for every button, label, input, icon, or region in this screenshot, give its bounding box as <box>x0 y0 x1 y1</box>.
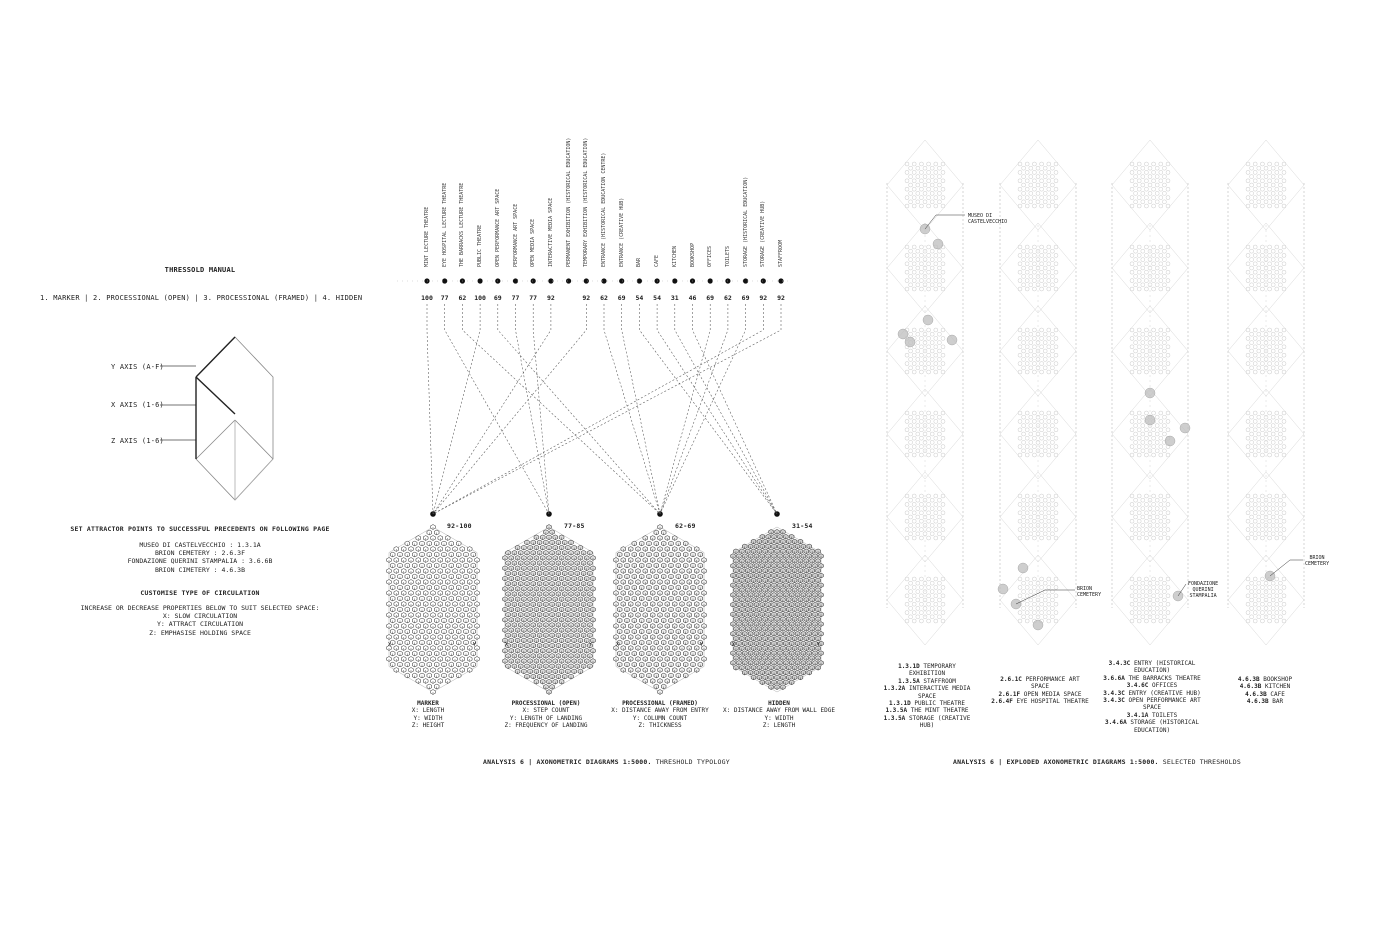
code-row <box>872 685 982 692</box>
space-label: TOILETS <box>724 245 731 267</box>
space-code: 4.6.3B <box>1246 698 1269 706</box>
space-label: STORAGE (HISTORICAL EDUCATION) <box>742 176 749 267</box>
code-row <box>872 693 982 700</box>
space-code: 3.4.3C <box>1103 689 1125 697</box>
space-name: OFFICES <box>1152 682 1178 690</box>
space-code: 3.4.6A <box>1105 719 1127 727</box>
space-score: 69 <box>493 294 502 302</box>
x-axis-label: X AXIS (1-6) <box>111 401 164 409</box>
attractor-point <box>905 337 915 347</box>
space-code: 2.6.1C <box>1000 676 1022 683</box>
space-code: 4.6.3B <box>1237 676 1260 683</box>
cube-axis-x: X <box>505 642 509 648</box>
circulation-title: CUSTOMISE TYPE OF CIRCULATION <box>140 589 260 597</box>
code-row <box>1096 719 1208 726</box>
space-label: OFFICES <box>707 245 714 267</box>
space-name: STORAGE (HISTORICAL <box>1130 719 1199 727</box>
space-score: 100 <box>474 294 486 302</box>
circulation-item: Y: ATTRACT CIRCULATION <box>156 620 244 629</box>
tower <box>887 140 963 645</box>
space-name: EDUCATION) <box>1133 667 1171 675</box>
typology-range: 31-54 <box>792 522 813 530</box>
space-code: 4.6.3B <box>1245 690 1267 698</box>
space-name: EYE HOSPITAL THEATRE <box>1016 698 1089 706</box>
attractor-point <box>1033 620 1043 630</box>
code-row <box>1096 682 1208 689</box>
space-label: MINT LECTURE THEATRE <box>424 206 430 267</box>
space-name: ENTRY (HISTORICAL <box>1133 660 1196 667</box>
space-code: 3.4.3C <box>1103 697 1125 705</box>
callout-brion-2 <box>1305 555 1329 567</box>
space-name: HUB) <box>919 722 935 730</box>
space-code: 3.4.6C <box>1126 682 1149 690</box>
cube-axis-x: X <box>388 642 392 648</box>
tower-code-list <box>1096 660 1208 734</box>
typology-param: Y: COLUMN COUNT <box>632 714 688 722</box>
space-code: 4.6.3B <box>1239 683 1262 691</box>
z-axis-label: Z AXIS (1-6) <box>111 437 164 445</box>
space-name: ENTRY (CREATIVE HUB) <box>1128 689 1201 697</box>
space-label: BOOKSHOP <box>689 242 696 267</box>
space-label: STORAGE (CREATIVE HUB) <box>760 200 767 267</box>
code-row <box>1215 691 1315 698</box>
space-code: 2.6.1F <box>998 690 1021 698</box>
callout-line: CASTELVECCHIO <box>968 219 1008 225</box>
space-score: 46 <box>688 294 697 302</box>
code-row <box>1215 676 1315 683</box>
space-name: PUBLIC THEATRE <box>914 700 965 708</box>
code-row <box>985 691 1095 698</box>
typology-param: Y: LENGTH OF LANDING <box>509 714 583 722</box>
space-name: SPACE <box>917 692 937 700</box>
code-row <box>1096 660 1208 667</box>
manual-title: THRESSOLD MANUAL <box>164 266 236 274</box>
space-label: INTERACTIVE MEDIA SPACE <box>547 197 554 267</box>
space-name: TOILETS <box>1152 711 1178 719</box>
code-row <box>872 670 982 677</box>
tower-level <box>887 140 963 230</box>
space-code: 3.4.3C <box>1108 660 1131 667</box>
circulation-item: X: SLOW CIRCULATION <box>162 612 238 621</box>
code-row <box>1096 697 1208 704</box>
cube-axis-x: X <box>732 642 736 648</box>
attractor-point <box>998 584 1008 594</box>
space-label: PERMANENT EXHIBITION (HISTORICAL EDUCATION) <box>565 137 572 267</box>
y-axis-label: Y AXIS (A-F) <box>111 363 164 371</box>
space-score: 92 <box>759 294 768 302</box>
space-score: 77 <box>529 294 538 302</box>
tower-level <box>1228 140 1304 230</box>
space-code: 2.6.4F <box>991 698 1013 706</box>
space-name: THE BARRACKS THEATRE <box>1128 674 1201 682</box>
space-score: 77 <box>511 294 520 302</box>
space-label: EYE HOSPITAL LECTURE THEATRE <box>441 182 448 267</box>
tower <box>1000 140 1076 645</box>
space-name: STAFFROOM <box>923 677 956 685</box>
space-name: BAR <box>1272 698 1284 706</box>
attractor-point <box>898 329 908 339</box>
typology-param: X: STEP COUNT <box>522 707 570 715</box>
space-label: KITCHEN <box>671 245 678 267</box>
callout-line: CEMETERY <box>1077 592 1102 598</box>
tower-code-list <box>1215 676 1315 706</box>
attractor-point <box>933 239 943 249</box>
code-row <box>1096 712 1208 719</box>
space-score: 77 <box>440 294 449 302</box>
callout-castelvecchio <box>968 213 1007 225</box>
space-code: 1.3.5A <box>898 677 920 685</box>
cube-axis-y: Y <box>817 642 821 648</box>
space-code: 1.3.1D <box>889 700 911 708</box>
space-score: 54 <box>653 294 661 302</box>
space-score: 54 <box>635 294 644 302</box>
code-row <box>872 678 982 685</box>
caption-right-bold: ANALYSIS 6 | EXPLODED AXONOMETRIC DIAGRAMS 1:5000. <box>953 758 1159 766</box>
space-score: 92 <box>546 294 555 302</box>
typology-title: HIDDEN <box>768 700 790 707</box>
attractor-point <box>1018 563 1028 573</box>
typology-param: Z: HEIGHT <box>411 722 445 730</box>
space-label: ENTRANCE (CREATIVE HUB) <box>618 197 625 267</box>
callout-line: BRION <box>1309 555 1325 561</box>
code-row <box>1096 690 1208 697</box>
code-row <box>872 700 982 707</box>
typology-list: 1. MARKER | 2. PROCESSIONAL (OPEN) | 3. PROCESSIONAL (FRAMED) | 4. HIDDEN <box>40 294 363 302</box>
code-row <box>1215 698 1315 705</box>
space-code: 1.3.1D <box>898 663 920 670</box>
cube-axis-x: X <box>616 642 620 648</box>
cube-axis-y: Y <box>589 642 593 648</box>
attractor-point <box>947 335 957 345</box>
space-score: 100 <box>421 294 433 302</box>
attractor-item: BRION CIMETERY : 4.6.3B <box>154 565 245 574</box>
caption-right <box>953 758 1241 766</box>
space-code: 3.6.6A <box>1103 674 1125 682</box>
space-code: 1.3.5A <box>885 707 908 715</box>
callout-line: FONDAZIONE <box>1188 581 1219 587</box>
attractor-item: MUSEO DI CASTELVECCHIO : 1.3.1A <box>139 541 261 549</box>
callout-querini <box>1188 581 1218 599</box>
space-score: 62 <box>458 294 467 302</box>
tower-code-list <box>872 663 982 730</box>
space-code: 3.4.1A <box>1126 711 1149 719</box>
code-row <box>1096 675 1208 682</box>
typology-range: 62-69 <box>675 522 696 530</box>
callout-line: MUSEO DI <box>968 213 993 219</box>
space-label: ENTRANCE (HISTORICAL EDUCATION CENTRE) <box>601 152 607 267</box>
space-score: 69 <box>706 294 715 302</box>
typology-range: 77-85 <box>564 522 585 530</box>
attractor-title: SET ATTRACTOR POINTS TO SUCCESSFUL PRECEDENTS ON FOLLOWING PAGE <box>70 525 330 533</box>
typology-param: Z: LENGTH <box>762 722 796 730</box>
callout-brion <box>1077 586 1101 598</box>
space-name: SPACE <box>1030 683 1050 691</box>
typology-title: PROCESSIONAL (OPEN) <box>511 700 581 707</box>
space-score: 92 <box>777 294 785 302</box>
attractor-point <box>1145 388 1155 398</box>
code-row <box>1096 727 1208 734</box>
space-label: THE BARRACKS LECTURE THEATRE <box>459 182 466 267</box>
tower-code-list <box>985 676 1095 706</box>
callout-line: CEMETERY <box>1305 561 1330 567</box>
callout-line: STAMPALIA <box>1189 593 1217 599</box>
attractor-item: BRION CEMETERY : 2.6.3F <box>154 549 245 558</box>
tower-level <box>1112 140 1188 230</box>
space-label: BAR <box>636 257 643 267</box>
space-label: CAFE <box>654 254 661 267</box>
space-name: TEMPORARY <box>923 663 956 670</box>
typology-title: MARKER <box>417 700 439 707</box>
code-row <box>1096 704 1208 711</box>
cube-axis-y: Y <box>473 642 477 648</box>
space-score: 62 <box>600 294 608 302</box>
caption-left-bold: ANALYSIS 6 | AXONOMETRIC DIAGRAMS 1:5000. <box>483 758 652 766</box>
space-label: PERFORMANCE ART SPACE <box>512 203 519 267</box>
typology-param: Z: FREQUENCY OF LANDING <box>504 722 588 730</box>
space-name: THE MINT THEATRE <box>910 707 969 715</box>
typology-range: 92-100 <box>447 522 472 530</box>
code-row <box>985 698 1095 705</box>
space-score: 31 <box>670 294 679 302</box>
space-label: OPEN MEDIA SPACE <box>530 218 537 267</box>
code-row <box>985 676 1095 683</box>
attractor-point <box>923 315 933 325</box>
space-label: OPEN PERFORMANCE ART SPACE <box>494 188 501 267</box>
space-name: CAFE <box>1270 690 1285 698</box>
tower-level <box>1000 140 1076 230</box>
typology-param: X: LENGTH <box>411 707 445 715</box>
typology-title: PROCESSIONAL (FRAMED) <box>622 700 698 707</box>
code-row <box>872 663 982 670</box>
space-name: INTERACTIVE MEDIA <box>908 685 971 693</box>
space-label: STAFFROOM <box>778 239 784 267</box>
code-row <box>872 707 982 714</box>
attractor-point <box>1165 436 1175 446</box>
cube-axis-y: Y <box>700 642 704 648</box>
code-row <box>985 683 1095 690</box>
callout-line: BRION <box>1077 586 1093 592</box>
space-name: SPACE <box>1142 704 1162 712</box>
space-score: 62 <box>723 294 732 302</box>
space-name: BOOKSHOP <box>1263 676 1293 683</box>
attractor-point <box>1145 415 1155 425</box>
space-code: 1.3.2A <box>883 685 906 693</box>
typology-param: Z: THICKNESS <box>638 722 682 730</box>
typology-param: Y: WIDTH <box>413 714 443 722</box>
space-label: PUBLIC THEATRE <box>477 224 484 267</box>
code-row <box>872 722 982 729</box>
space-score: 92 <box>582 294 591 302</box>
tower <box>1228 140 1304 645</box>
space-name: OPEN MEDIA SPACE <box>1023 690 1082 698</box>
callout-line: QUERINI <box>1192 587 1214 593</box>
code-row <box>1096 667 1208 674</box>
space-name: STORAGE (CREATIVE <box>908 714 971 722</box>
typology-param: X: DISTANCE AWAY FROM ENTRY <box>611 707 709 715</box>
callout-leader <box>1270 560 1303 576</box>
caption-right-rest: SELECTED THRESHOLDS <box>1158 758 1241 766</box>
space-name: KITCHEN <box>1265 683 1291 691</box>
space-label: TEMPORARY EXHIBITION (HISTORICAL EDUCATION) <box>583 137 590 267</box>
typology-param: Y: WIDTH <box>764 714 794 722</box>
circulation-item: Z: EMPHASISE HOLDING SPACE <box>149 628 251 637</box>
attractor-item: FONDAZIONE QUERINI STAMPALIA : 3.6.6B <box>127 557 273 566</box>
callout-leader <box>925 215 965 229</box>
space-name: PERFORMANCE ART <box>1025 676 1080 683</box>
space-name: EDUCATION) <box>1133 726 1171 734</box>
space-name: OPEN PERFORMANCE ART <box>1128 697 1201 705</box>
typology-param: X: DISTANCE AWAY FROM WALL EDGE <box>723 707 835 715</box>
space-name: EXHIBITION <box>908 670 946 678</box>
space-code: 1.3.5A <box>883 714 906 722</box>
caption-left-rest: THRESHOLD TYPOLOGY <box>651 758 730 766</box>
attractor-point <box>1180 423 1190 433</box>
space-score: 69 <box>741 294 750 302</box>
space-score: 69 <box>617 294 626 302</box>
code-row <box>1215 683 1315 690</box>
circulation-item: INCREASE OR DECREASE PROPERTIES BELOW TO SUIT SELECTED SPACE: <box>80 604 320 612</box>
code-row <box>872 715 982 722</box>
